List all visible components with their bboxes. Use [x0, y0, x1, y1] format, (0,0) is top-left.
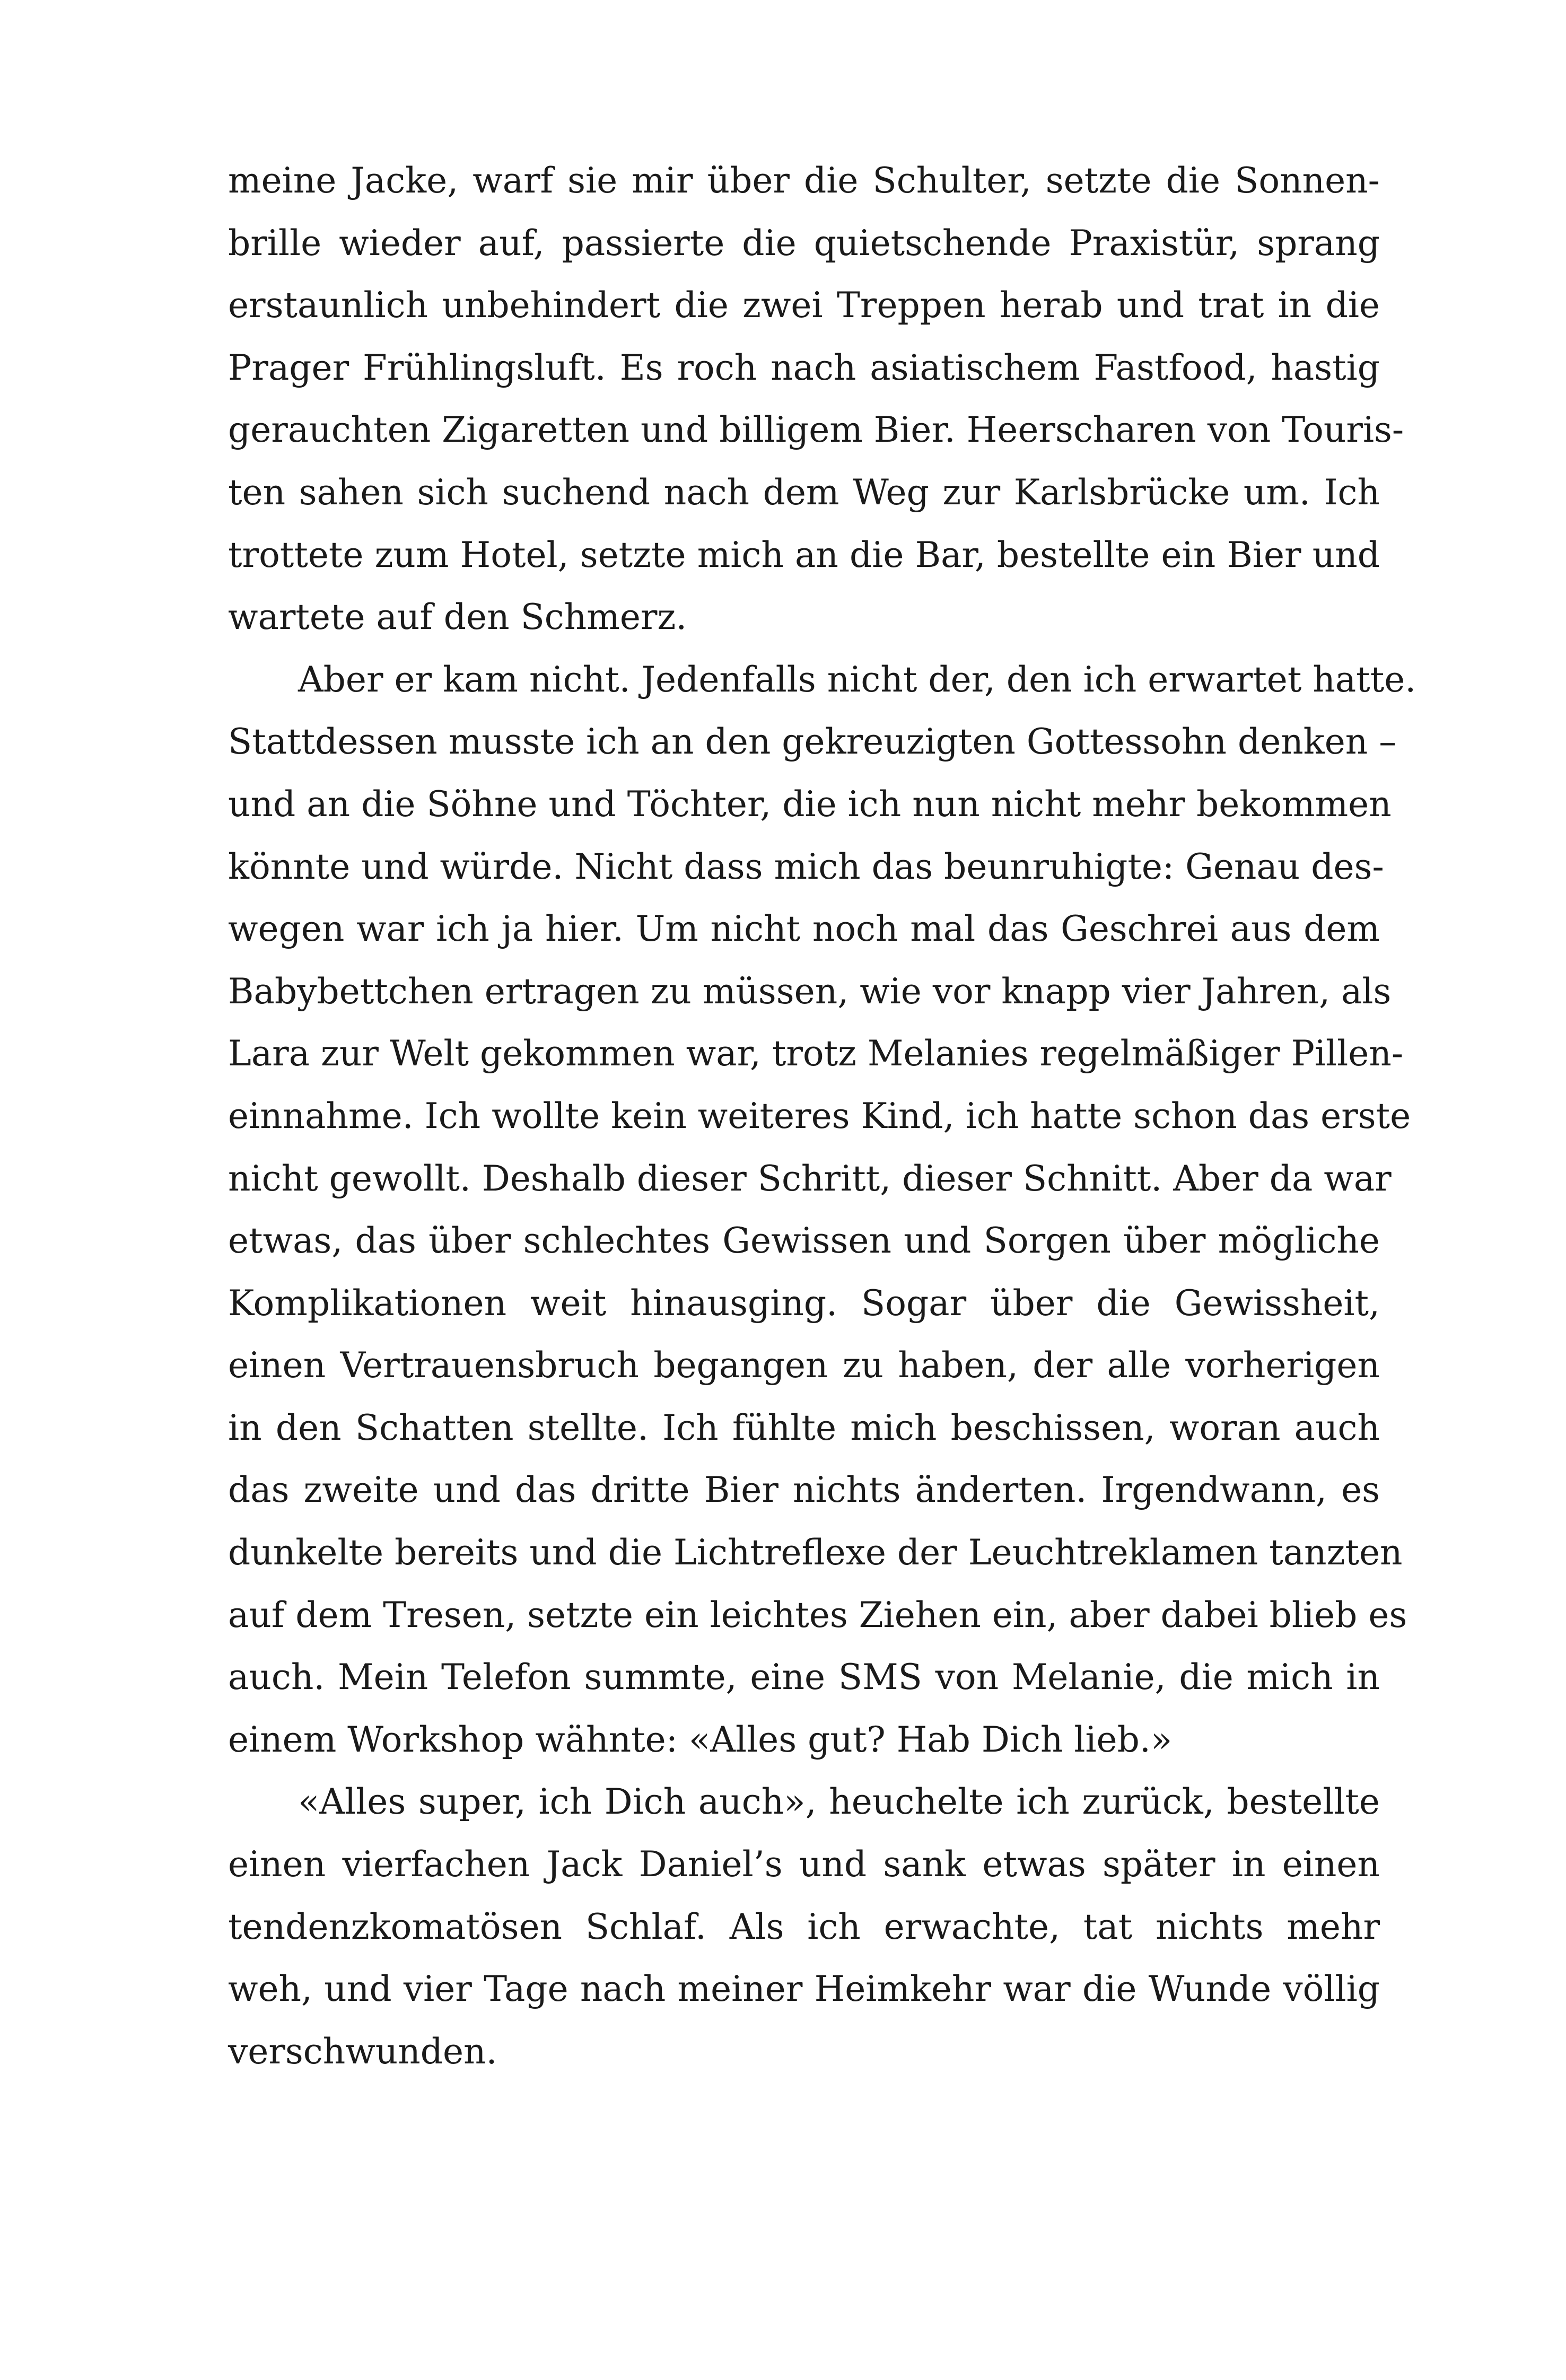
body-text [228, 150, 1416, 2082]
text-line: einen vierfachen Jack Daniel’s und sank etwas später in einen [228, 1844, 1380, 1885]
text-line: Babybettchen ertragen zu müssen, wie vor knapp vier Jahren, als [228, 970, 1392, 1012]
text-line: trottete zum Hotel, setzte mich an die Bar, bestellte ein Bier und [228, 534, 1380, 575]
text-line: das zweite und das dritte Bier nichts änderten. Irgendwann, es [228, 1469, 1380, 1511]
text-line: «Alles super, ich Dich auch», heuchelte ich zurück, bestellte [298, 1781, 1380, 1823]
text-line: Aber er kam nicht. Jedenfalls nicht der, den ich erwartet hatte. [298, 659, 1416, 700]
text-line: Lara zur Welt gekommen war, trotz Melanies regelmäßiger Pillen- [228, 1033, 1404, 1074]
text-line: gerauchten Zigaretten und billigem Bier. Heerscharen von Touris- [228, 409, 1404, 451]
text-line: einem Workshop wähnte: «Alles gut? Hab Dich lieb.» [228, 1719, 1173, 1760]
text-line: weh, und vier Tage nach meiner Heimkehr war die Wunde völlig [228, 1968, 1380, 2010]
text-line: und an die Söhne und Töchter, die ich nun nicht mehr bekommen [228, 783, 1392, 825]
text-line: wegen war ich ja hier. Um nicht noch mal das Geschrei aus dem [228, 908, 1380, 950]
text-line: meine Jacke, warf sie mir über die Schulter, setzte die Sonnen- [228, 160, 1380, 201]
text-line: könnte und würde. Nicht dass mich das beunruhigte: Genau des- [228, 846, 1384, 887]
text-line: auch. Mein Telefon summte, eine SMS von Melanie, die mich in [228, 1657, 1380, 1698]
text-line: ten sahen sich suchend nach dem Weg zur Karlsbrücke um. Ich [228, 471, 1380, 513]
text-line: einen Vertrauensbruch begangen zu haben, der alle vorherigen [228, 1345, 1380, 1386]
text-line: in den Schatten stellte. Ich fühlte mich beschissen, woran auch [228, 1407, 1380, 1448]
paragraph-1 [228, 150, 1404, 649]
text-line: Komplikationen weit hinausging. Sogar über die Gewissheit, [228, 1282, 1380, 1324]
text-line: erstaunlich unbehindert die zwei Treppen herab und trat in die [228, 285, 1380, 326]
text-line: auf dem Tresen, setzte ein leichtes Ziehen ein, aber dabei blieb es [228, 1594, 1407, 1635]
text-line: etwas, das über schlechtes Gewissen und Sorgen über mögliche [228, 1220, 1380, 1262]
paragraph-2 [228, 649, 1416, 1771]
text-line: dunkelte bereits und die Lichtreflexe der Leuchtreklamen tanzten [228, 1532, 1403, 1573]
paragraph-3 [228, 1771, 1380, 2082]
text-line: einnahme. Ich wollte kein weiteres Kind, ich hatte schon das erste [228, 1095, 1411, 1136]
text-line: tendenzkomatösen Schlaf. Als ich erwachte, tat nichts mehr [228, 1906, 1380, 1947]
text-line: verschwunden. [228, 2031, 497, 2072]
text-line: nicht gewollt. Deshalb dieser Schritt, dieser Schnitt. Aber da war [228, 1158, 1392, 1199]
text-line: Stattdessen musste ich an den gekreuzigten Gottessohn denken – [228, 721, 1397, 763]
text-line: Prager Frühlingsluft. Es roch nach asiatischem Fastfood, hastig [228, 347, 1380, 388]
text-line: brille wieder auf, passierte die quietschende Praxistür, sprang [228, 222, 1380, 264]
text-line: wartete auf den Schmerz. [228, 597, 687, 638]
